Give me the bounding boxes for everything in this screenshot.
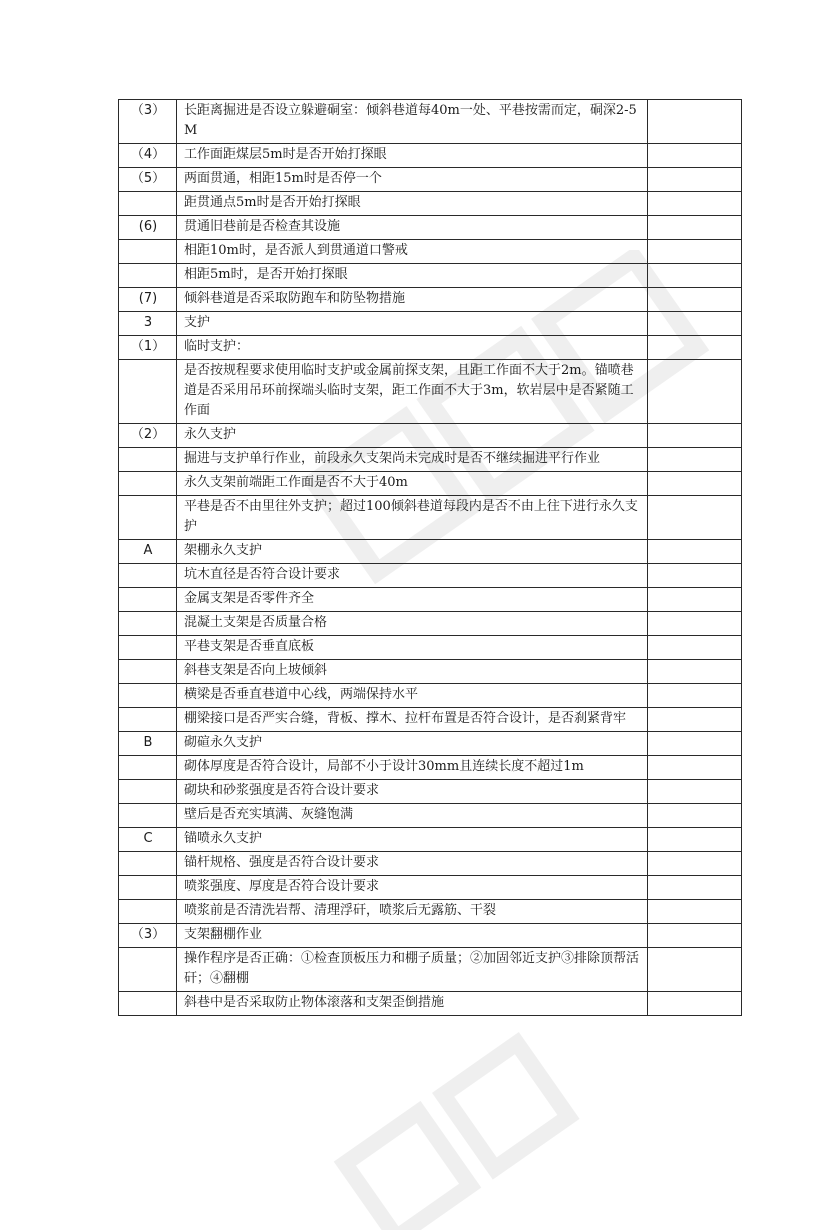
table-row [119, 192, 742, 216]
table-row [119, 804, 742, 828]
checklist-table [118, 99, 742, 1016]
item-content: 壁后是否充实填满、灰缝饱满 [177, 804, 648, 828]
table-row [119, 448, 742, 472]
result-cell [648, 948, 742, 992]
item-content: 砌块和砂浆强度是否符合设计要求 [177, 780, 648, 804]
result-cell [648, 216, 742, 240]
table-row [119, 992, 742, 1016]
result-cell [648, 588, 742, 612]
item-number [119, 472, 177, 496]
table-row [119, 360, 742, 424]
result-cell [648, 708, 742, 732]
table-row [119, 900, 742, 924]
item-number [119, 660, 177, 684]
item-number: （3） [119, 100, 177, 144]
item-number: （5） [119, 168, 177, 192]
table-row [119, 828, 742, 852]
item-number [119, 264, 177, 288]
table-row [119, 780, 742, 804]
item-content: 相距10m时，是否派人到贯通道口警戒 [177, 240, 648, 264]
table-row [119, 852, 742, 876]
table-row [119, 732, 742, 756]
result-cell [648, 732, 742, 756]
item-content: 永久支架前端距工作面是否不大于40m [177, 472, 648, 496]
item-content: 工作面距煤层5m时是否开始打探眼 [177, 144, 648, 168]
result-cell [648, 828, 742, 852]
result-cell [648, 876, 742, 900]
result-cell [648, 540, 742, 564]
result-cell [648, 992, 742, 1016]
item-content: 喷浆前是否清洗岩帮、清理浮矸，喷浆后无露筋、干裂 [177, 900, 648, 924]
item-number [119, 360, 177, 424]
item-number [119, 948, 177, 992]
table-row [119, 684, 742, 708]
item-number: (7) [119, 288, 177, 312]
item-number: （4） [119, 144, 177, 168]
item-number [119, 876, 177, 900]
table-row [119, 264, 742, 288]
table-row [119, 240, 742, 264]
result-cell [648, 636, 742, 660]
result-cell [648, 804, 742, 828]
item-content: 操作程序是否正确：①检查顶板压力和棚子质量；②加固邻近支护③排除顶帮活矸；④翻棚 [177, 948, 648, 992]
item-content: 贯通旧巷前是否检查其设施 [177, 216, 648, 240]
table-row [119, 144, 742, 168]
result-cell [648, 168, 742, 192]
item-content: 是否按规程要求使用临时支护或金属前探支架，且距工作面不大于2m。锚喷巷道是否采用吊环前探端头临时支架，距工作面不大于3m，软岩层中是否紧随工作面 [177, 360, 648, 424]
item-content: 锚喷永久支护 [177, 828, 648, 852]
item-number [119, 804, 177, 828]
item-number [119, 588, 177, 612]
item-number: （3） [119, 924, 177, 948]
item-number: B [119, 732, 177, 756]
item-content: 横梁是否垂直巷道中心线，两端保持水平 [177, 684, 648, 708]
result-cell [648, 564, 742, 588]
result-cell [648, 684, 742, 708]
watermark [330, 1030, 630, 1230]
result-cell [648, 756, 742, 780]
table-row [119, 312, 742, 336]
result-cell [648, 424, 742, 448]
item-number [119, 900, 177, 924]
result-cell [648, 496, 742, 540]
result-cell [648, 240, 742, 264]
table-row [119, 424, 742, 448]
result-cell [648, 924, 742, 948]
item-number: （1） [119, 336, 177, 360]
item-number: （2） [119, 424, 177, 448]
item-number [119, 496, 177, 540]
item-number: (6) [119, 216, 177, 240]
table-row [119, 540, 742, 564]
item-number [119, 992, 177, 1016]
table-row [119, 660, 742, 684]
item-content: 倾斜巷道是否采取防跑车和防坠物措施 [177, 288, 648, 312]
table-row [119, 708, 742, 732]
item-number [119, 780, 177, 804]
item-content: 平巷支架是否垂直底板 [177, 636, 648, 660]
table-row [119, 636, 742, 660]
table-row [119, 756, 742, 780]
table-row [119, 924, 742, 948]
item-number [119, 612, 177, 636]
result-cell [648, 192, 742, 216]
result-cell [648, 264, 742, 288]
result-cell [648, 660, 742, 684]
item-content: 架棚永久支护 [177, 540, 648, 564]
table-row [119, 496, 742, 540]
item-number [119, 564, 177, 588]
result-cell [648, 288, 742, 312]
result-cell [648, 612, 742, 636]
result-cell [648, 900, 742, 924]
table-row [119, 216, 742, 240]
item-content: 支护 [177, 312, 648, 336]
item-content: 斜巷支架是否向上坡倾斜 [177, 660, 648, 684]
item-content: 棚梁接口是否严实合缝，背板、撑木、拉杆布置是否符合设计，是否刹紧背牢 [177, 708, 648, 732]
table-row [119, 100, 742, 144]
table-row [119, 588, 742, 612]
item-content: 掘进与支护单行作业，前段永久支架尚未完成时是否不继续掘进平行作业 [177, 448, 648, 472]
item-content: 永久支护 [177, 424, 648, 448]
item-content: 金属支架是否零件齐全 [177, 588, 648, 612]
table-row [119, 876, 742, 900]
result-cell [648, 336, 742, 360]
result-cell [648, 780, 742, 804]
item-content: 两面贯通，相距15m时是否停一个 [177, 168, 648, 192]
item-content: 砌碹永久支护 [177, 732, 648, 756]
item-number: A [119, 540, 177, 564]
item-number [119, 684, 177, 708]
table-row [119, 288, 742, 312]
item-content: 平巷是否不由里往外支护；超过100倾斜巷道每段内是否不由上往下进行永久支护 [177, 496, 648, 540]
table-row [119, 948, 742, 992]
item-number [119, 756, 177, 780]
item-number [119, 448, 177, 472]
result-cell [648, 312, 742, 336]
table-row [119, 612, 742, 636]
result-cell [648, 472, 742, 496]
item-content: 相距5m时，是否开始打探眼 [177, 264, 648, 288]
item-content: 坑木直径是否符合设计要求 [177, 564, 648, 588]
table-row [119, 168, 742, 192]
item-content: 距贯通点5m时是否开始打探眼 [177, 192, 648, 216]
result-cell [648, 448, 742, 472]
table-row [119, 336, 742, 360]
item-content: 喷浆强度、厚度是否符合设计要求 [177, 876, 648, 900]
item-number [119, 636, 177, 660]
result-cell [648, 852, 742, 876]
item-content: 长距离掘进是否设立躲避硐室：倾斜巷道每40m一处、平巷按需而定，硐深2-5M [177, 100, 648, 144]
item-content: 锚杆规格、强度是否符合设计要求 [177, 852, 648, 876]
item-content: 斜巷中是否采取防止物体滚落和支架歪倒措施 [177, 992, 648, 1016]
item-number: 3 [119, 312, 177, 336]
item-content: 支架翻棚作业 [177, 924, 648, 948]
table-row [119, 472, 742, 496]
result-cell [648, 100, 742, 144]
item-number [119, 240, 177, 264]
result-cell [648, 144, 742, 168]
item-number [119, 708, 177, 732]
item-content: 砌体厚度是否符合设计，局部不小于设计30mm且连续长度不超过1m [177, 756, 648, 780]
item-number [119, 192, 177, 216]
item-content: 临时支护： [177, 336, 648, 360]
result-cell [648, 360, 742, 424]
item-number [119, 852, 177, 876]
item-number: C [119, 828, 177, 852]
item-content: 混凝土支架是否质量合格 [177, 612, 648, 636]
table-row [119, 564, 742, 588]
